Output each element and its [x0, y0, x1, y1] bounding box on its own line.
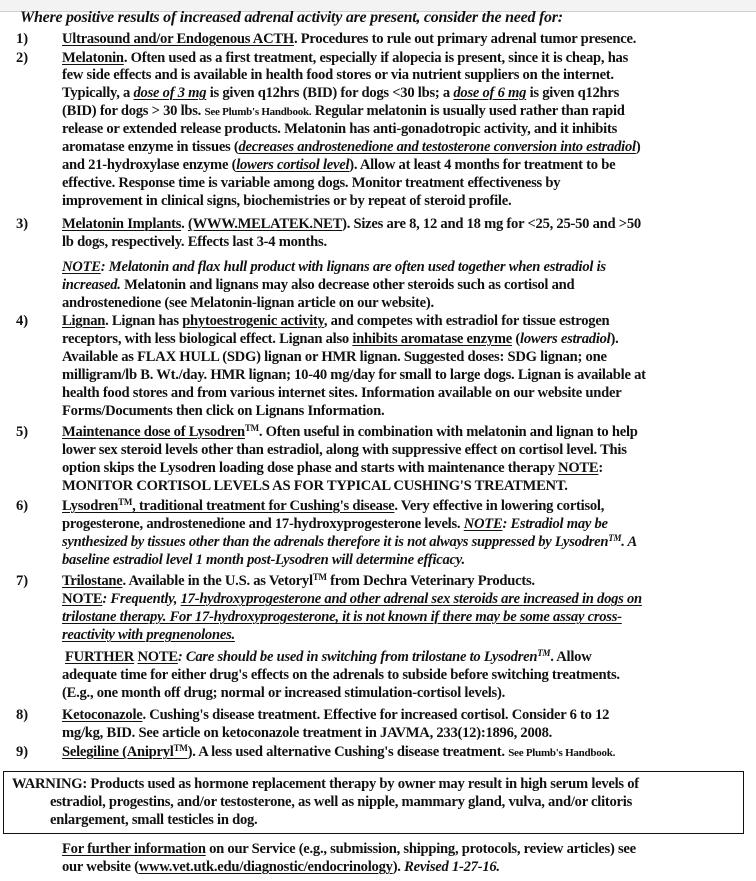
item-title: Selegiline (Anipryl™ [62, 743, 188, 760]
item-title: Lysodren™, traditional treatment for Cushing's disease [62, 497, 395, 514]
item-number: 2) [16, 50, 29, 66]
item-number: 7) [16, 573, 29, 589]
dose-3mg: dose of 3 mg [133, 85, 207, 101]
item-number: 9) [16, 744, 29, 760]
list-item-1: Ultrasound and/or Endogenous ACTH. Procedures to rule out primary adrenal tumor presence. [62, 31, 637, 47]
item-title: Trilostane [62, 573, 123, 589]
item-number: 8) [16, 707, 29, 723]
warning-text: WARNING: Products used as hormone replacement therapy by owner may result in high serum levels of [12, 776, 639, 792]
item-number: 6) [16, 498, 29, 514]
list-item-7: Trilostane. Available in the U.S. as Vetoryl™ from Dechra Veterinary Products. [62, 572, 535, 589]
item-number: 4) [16, 313, 29, 329]
note-melatonin-lignan: NOTE: Melatonin and flax hull product with lignans are often used together when estradiol is [62, 259, 606, 275]
item-number: 3) [16, 216, 29, 232]
list-item-2: Melatonin. Often used as a first treatment, especially if alopecia is present, since it is cheap, has [62, 50, 629, 66]
list-item-5: Maintenance dose of Lysodren™. Often useful in combination with melatonin and lignan to help [62, 423, 638, 440]
footer-info: For further information on our Service (e.g., submission, shipping, protocols, review articles) see [62, 841, 636, 857]
website-link[interactable]: www.vet.utk.edu/diagnostic/endocrinology [138, 859, 393, 875]
item-title: Melatonin Implants [62, 216, 182, 232]
list-item-4: Lignan. Lignan has phytoestrogenic activity, and competes with estradiol for tissue estrogen [62, 313, 610, 329]
melatek-link[interactable]: (WWW.MELATEK.NET [187, 216, 343, 232]
item-title: Melatonin [62, 50, 124, 66]
item-title: Lignan [62, 313, 106, 329]
item-title: Ketoconazole [62, 707, 143, 723]
list-item-9: Selegiline (Anipryl™). A less used alternative Cushing's disease treatment. See Plumb's Handbook. [62, 743, 616, 760]
plumbs-reference: See Plumb's Handbook. [204, 106, 312, 118]
further-info-link[interactable]: For further information [62, 841, 206, 857]
item-title: Ultrasound and/or Endogenous ACTH [62, 31, 294, 47]
item-title: Maintenance dose of Lysodren [62, 424, 245, 440]
item-number: 1) [16, 31, 29, 47]
list-item-6: Lysodren™, traditional treatment for Cushing's disease. Very effective in lowering cortisol, [62, 497, 605, 514]
item-number: 5) [16, 424, 29, 440]
revised-date: Revised 1-27-16. [404, 859, 500, 875]
list-item-8: Ketoconazole. Cushing's disease treatment. Effective for increased cortisol. Consider 6 to 12 [62, 707, 610, 723]
dose-6mg: dose of 6 mg [453, 85, 527, 101]
list-item-3: Melatonin Implants. (WWW.MELATEK.NET). Sizes are 8, 12 and 18 mg for <25, 25-50 and >50 [62, 216, 641, 232]
further-note: FURTHER NOTE: Care should be used in switching from trilostane to Lysodren™. Allow [65, 648, 592, 665]
intro-heading: Where positive results of increased adrenal activity are present, consider the need for: [20, 9, 563, 26]
